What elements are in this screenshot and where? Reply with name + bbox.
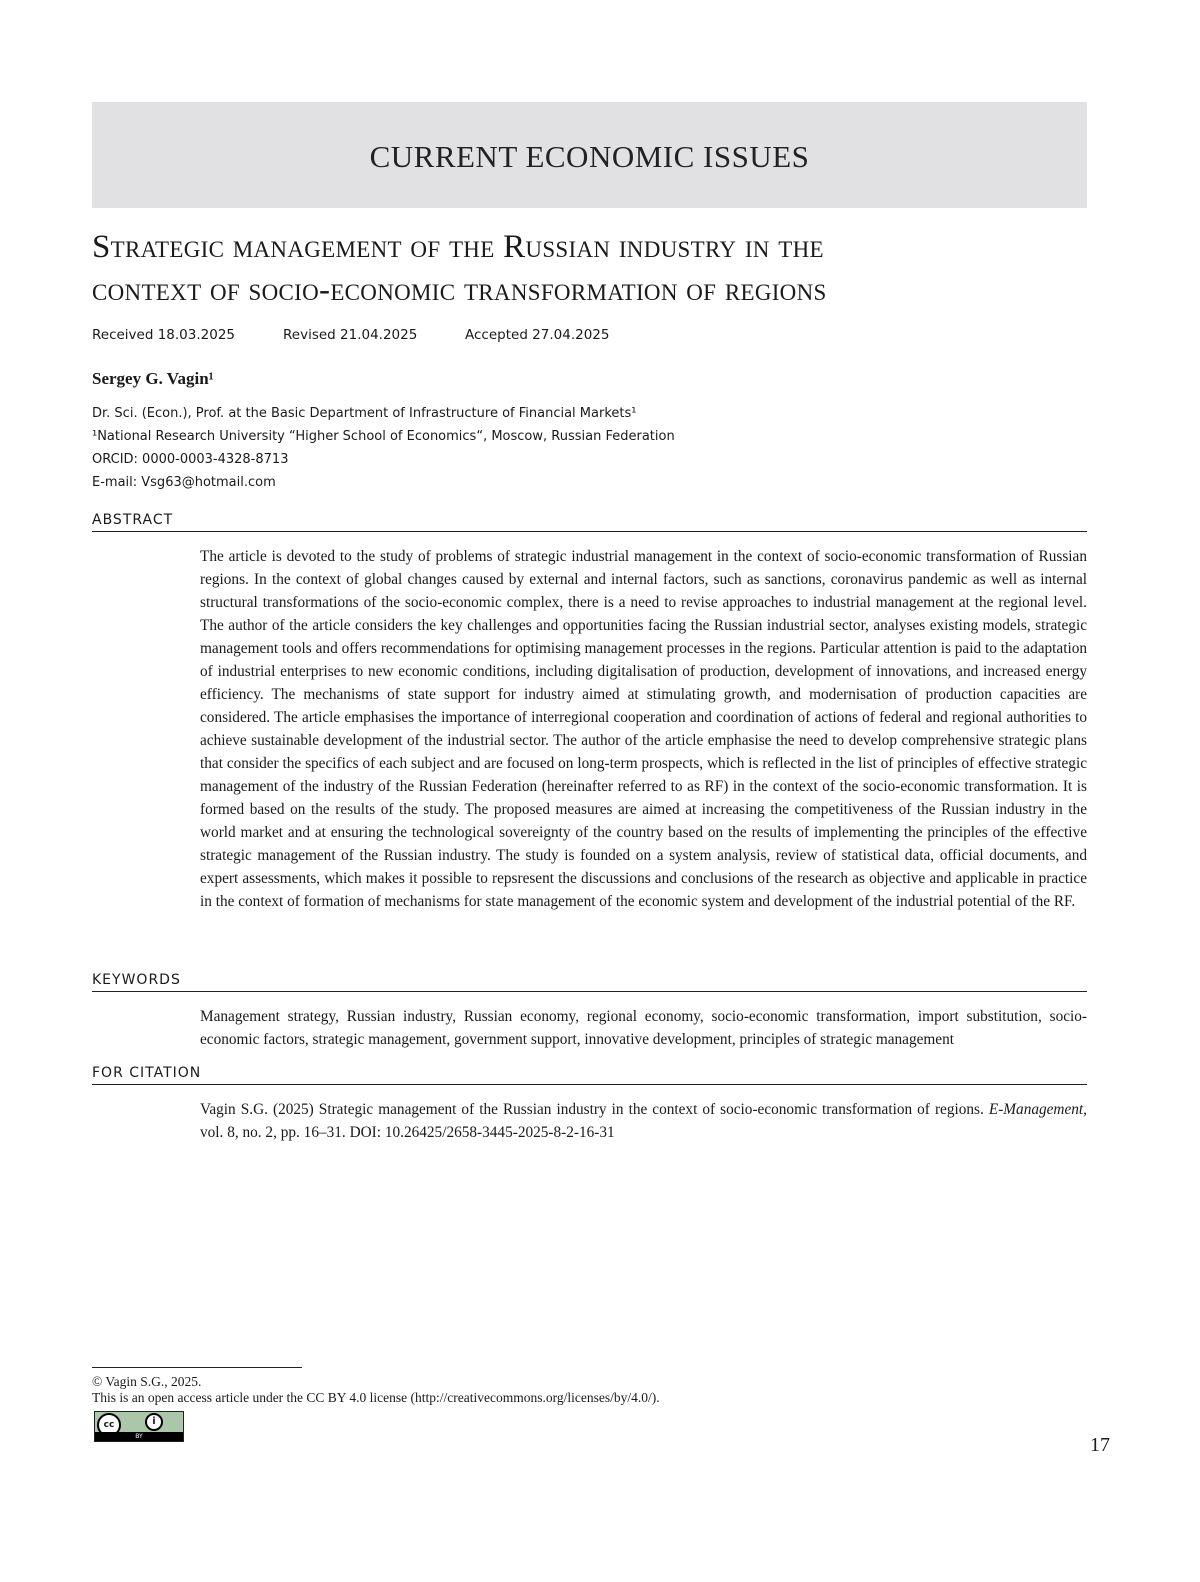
author-email: E-mail: Vsg63@hotmail.com — [92, 471, 675, 494]
received-date: Received 18.03.2025 — [92, 327, 283, 343]
author-affiliation: ¹National Research University “Higher School of Economics“, Moscow, Russian Federation — [92, 425, 675, 448]
citation-heading: FOR CITATION — [92, 1065, 1087, 1085]
attribution-icon: i — [145, 1413, 163, 1431]
title-line: Strategic management of the Russian industry in the — [92, 226, 1092, 269]
citation-text — [200, 1098, 1087, 1144]
section-banner — [92, 102, 1087, 208]
accepted-date: Accepted 27.04.2025 — [465, 327, 609, 343]
article-dates — [92, 327, 609, 343]
footnote-divider — [92, 1367, 302, 1368]
footnote — [92, 1374, 660, 1406]
author-name: Sergey G. Vagin¹ — [92, 369, 214, 389]
keywords-heading: KEYWORDS — [92, 972, 1087, 992]
author-position: Dr. Sci. (Econ.), Prof. at the Basic Department of Infrastructure of Financial Markets¹ — [92, 402, 675, 425]
cc-by-badge — [94, 1411, 184, 1442]
copyright: © Vagin S.G., 2025. — [92, 1374, 660, 1390]
author-orcid: ORCID: 0000-0003-4328-8713 — [92, 448, 675, 471]
citation-journal: E-Management — [989, 1101, 1083, 1118]
license-text: This is an open access article under the CC BY 4.0 license (http://creativecommons.org/licenses/by/4.0/). — [92, 1390, 660, 1406]
revised-date: Revised 21.04.2025 — [283, 327, 465, 343]
citation-details: , vol. 8, no. 2, pp. 16–31. DOI: 10.26425/2658-3445-2025-8-2-16-31 — [200, 1101, 1087, 1141]
keywords-text: Management strategy, Russian industry, Russian economy, regional economy, socio-economic transformation, import substitution, socio-economic factors, strategic management, government support, innovative development, principles of strategic management — [200, 1005, 1087, 1051]
abstract-text: The article is devoted to the study of problems of strategic industrial management in the context of socio-economic transformation of Russian regions. In the context of global changes caused by external and internal factors, such as sanctions, coronavirus pandemic as well as internal structural transformations of the socio-economic complex, there is a need to revise approaches to industrial management at the regional level. The author of the article considers the key challenges and opportunities facing the Russian industrial sector, analyses existing models, strategic management tools and offers recommendations for optimising management processes in the regions. Particular attention is paid to the adaptation of industrial enterprises to new economic conditions, including digitalisation of production, development of innovations, and increased energy efficiency. The mechanisms of state support for industry aimed at stimulating growth, and modernisation of production capacities are considered. The article emphasises the importance of interregional cooperation and coordination of actions of federal and regional authorities to achieve sustainable development of the industrial sector. The author of the article emphasise the need to develop comprehensive strategic plans that consider the specifics of each subject and are focused on long-term prospects, which is reflected in the list of principles of effective strategic management of the industry of the Russian Federation (hereinafter referred to as RF) in the context of the socio-economic transformation. It is formed based on the results of the study. The proposed measures are aimed at increasing the competitiveness of the Russian industry in the world market and at ensuring the technological sovereignty of the country based on the results of implementing the principles of the effective strategic management of the Russian industry. The study is founded on a system analysis, review of statistical data, official documents, and expert assessments, which makes it possible to repsresent the discussions and conclusions of the research as objective and applicable in practice in the context of formation of mechanisms for state management of the economic system and development of the industrial potential of the RF. — [200, 545, 1087, 913]
by-label: BY — [95, 1432, 183, 1441]
abstract-heading: ABSTRACT — [92, 512, 1087, 532]
cc-icon: cc — [97, 1413, 121, 1437]
author-info — [92, 402, 675, 494]
title-line: context of socio-economic transformation of regions — [92, 269, 1092, 312]
article-title — [92, 226, 1092, 312]
page-number: 17 — [1090, 1434, 1110, 1457]
citation-main: Vagin S.G. (2025) Strategic management of the Russian industry in the context of socio-economic transformation of regions. — [200, 1101, 989, 1118]
section-title: CURRENT ECONOMIC ISSUES — [370, 139, 810, 175]
